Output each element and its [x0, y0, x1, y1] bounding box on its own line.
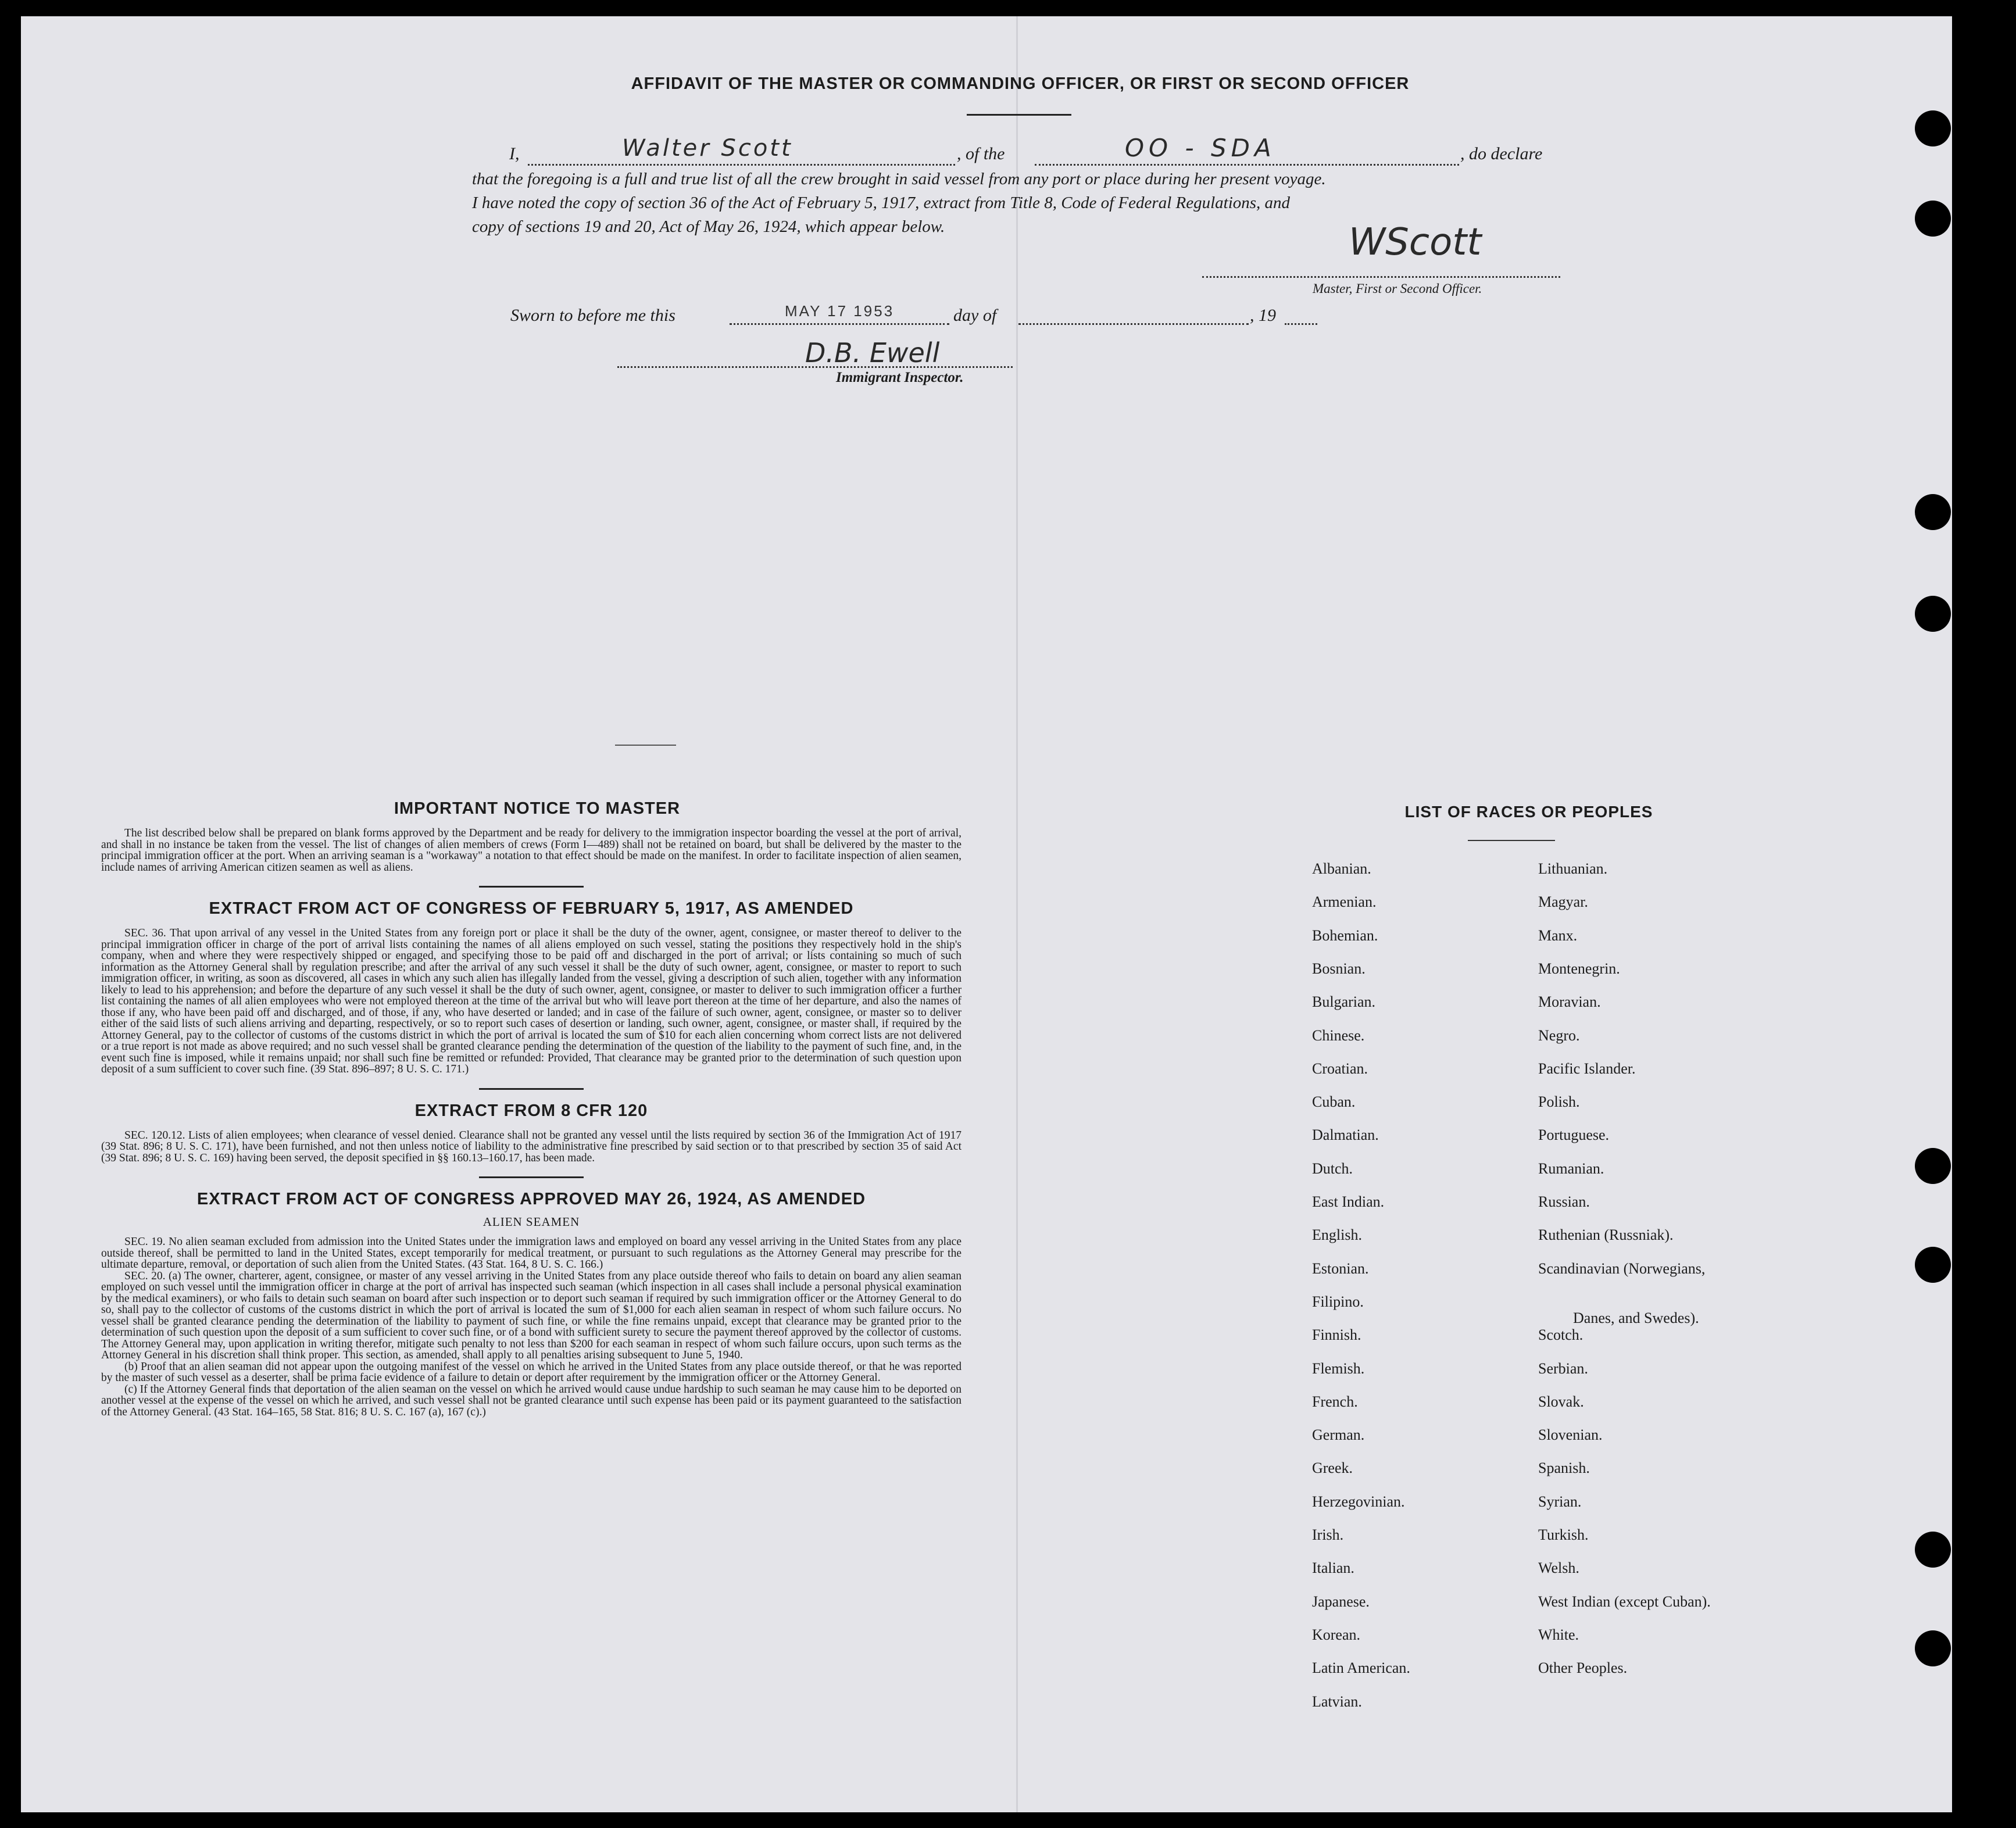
race-item: White. — [1538, 1626, 1579, 1643]
master-caption: Master, First or Second Officer. — [1313, 281, 1482, 296]
race-item: Chinese. — [1312, 1026, 1365, 1044]
race-item: Dalmatian. — [1312, 1126, 1379, 1144]
month-line — [1018, 302, 1249, 325]
divider — [1468, 840, 1555, 841]
punch-hole — [1915, 596, 1951, 632]
notice-body: The list described below shall be prepared on blank forms approved by the Department and be ready for delivery to the immigration inspector boarding the vessel at the port of arrival, and shall in no instance be taken from the vessel. The list of changes of alien members of crews (Form I—489) shall not be retained on board, but shall be delivered by the master to the principal immigration officer at the port. When an arriving seaman is a "workaway" a notation to that effect should be made on the manifest. In order to facilitate inspection of alien seamen, include names of arriving American citizen seamen as well as aliens. — [101, 827, 961, 874]
cfr-body: SEC. 120.12. Lists of alien employees; when clearance of vessel denied. Clearance shall not be granted any vessel until the lists required by section 36 of the Immigration Act of 1917 (39 Stat. 896; 8 U. S. C. 171), have been furnished, and not then unless notice of liability to the administrative fine prescribed by said section or to that prescribed by section 35 of said Act (39 Stat. 896; 8 U. S. C. 169) having been served, the deposit specified in §§ 160.13–160.17, has been made. — [101, 1129, 961, 1164]
race-item: Russian. — [1538, 1193, 1590, 1210]
master-name-handwritten: Walter Scott — [622, 135, 793, 162]
race-item: Slovenian. — [1538, 1426, 1603, 1444]
race-item: Estonian. — [1312, 1260, 1369, 1277]
race-item: Flemish. — [1312, 1360, 1365, 1377]
race-item: West Indian (except Cuban). — [1538, 1593, 1711, 1610]
punch-hole — [1915, 1532, 1951, 1568]
race-item: Scotch. — [1538, 1326, 1584, 1344]
race-item: Slovak. — [1538, 1393, 1584, 1410]
race-item: French. — [1312, 1393, 1358, 1410]
divider — [479, 1088, 584, 1090]
sec-20b-body: (b) Proof that an alien seaman did not appear upon the outgoing manifest of the vessel on which he arrived in the United States from any place outside thereof, or that he was reported by the master of such vessel as a deserter, shall be prima facie evidence of a failure to detain or deport after requirement by the immigration officer or the Attorney General. — [101, 1360, 961, 1384]
race-item: Latvian. — [1312, 1693, 1362, 1710]
punch-hole — [1915, 1630, 1951, 1666]
race-item: Croatian. — [1312, 1060, 1368, 1077]
inspector-signature: D.B. Ewell — [805, 337, 940, 369]
legal-text-column — [101, 799, 961, 1418]
divider — [967, 114, 1071, 116]
race-item: Spanish. — [1538, 1459, 1590, 1477]
race-item: Latin American. — [1312, 1659, 1410, 1677]
declaration-line-2: I have noted the copy of section 36 of the Act of February 5, 1917, extract from Title 8, Code of Federal Regulations, and — [472, 194, 1291, 212]
extract-1917-title: EXTRACT FROM ACT OF CONGRESS OF FEBRUARY 5, 1917, AS AMENDED — [209, 899, 854, 918]
sec-19-body: SEC. 19. No alien seaman excluded from admission into the United States under the immigration laws and employed on board any vessel arriving in the United States from any place outside thereof, shall be permitted to land in the United States, except temporarily for medical treatment, or pursuant to such regulations as the Attorney General may prescribe for the ultimate departure, removal, or deportation of such alien from the United States. (43 Stat. 164, 8 U. S. C. 166.) — [101, 1236, 961, 1271]
cfr-title: EXTRACT FROM 8 CFR 120 — [414, 1101, 648, 1120]
race-item: Magyar. — [1538, 893, 1588, 911]
inspector-caption: Immigrant Inspector. — [836, 370, 964, 385]
race-item: Turkish. — [1538, 1526, 1589, 1543]
race-item: Cuban. — [1312, 1093, 1356, 1111]
divider — [479, 886, 584, 888]
sec-20c-body: (c) If the Attorney General finds that deportation of the alien seaman on the vessel on which he arrived would cause undue hardship to such seaman he may cause him to be deported on another vessel at the expense of the vessel on which he arrived, and such vessel shall not be granted clearance until such expense has been paid or its payment guaranteed to the satisfaction of the Attorney General. (43 Stat. 164–165, 58 Stat. 816; 8 U. S. C. 167 (a), 167 (c).) — [101, 1383, 961, 1418]
sworn-label: Sworn to before me this — [510, 306, 675, 325]
race-item: Pacific Islander. — [1538, 1060, 1636, 1077]
race-item: East Indian. — [1312, 1193, 1385, 1210]
race-item: Moravian. — [1538, 993, 1601, 1011]
race-item: Negro. — [1538, 1026, 1580, 1044]
punch-hole — [1915, 110, 1951, 146]
day-of-label: day of — [953, 306, 997, 325]
race-item: Bulgarian. — [1312, 993, 1376, 1011]
race-item: Montenegrin. — [1538, 960, 1620, 977]
do-declare-label: , do declare — [1460, 144, 1543, 163]
races-title: LIST OF RACES OR PEOPLES — [1404, 803, 1653, 821]
race-item: Korean. — [1312, 1626, 1361, 1643]
race-item: English. — [1312, 1226, 1362, 1244]
extract-1924-subtitle: ALIEN SEAMEN — [482, 1215, 580, 1229]
race-item: Bosnian. — [1312, 960, 1366, 977]
race-item: Portuguese. — [1538, 1126, 1610, 1144]
punch-hole — [1915, 1247, 1951, 1283]
of-the-label: , of the — [957, 144, 1005, 163]
race-item: Rumanian. — [1538, 1160, 1604, 1177]
signature-line — [1202, 262, 1560, 278]
divider — [615, 745, 676, 746]
race-item: Welsh. — [1538, 1559, 1579, 1577]
race-item: German. — [1312, 1426, 1365, 1444]
race-item: Scandinavian (Norwegians, — [1538, 1260, 1706, 1277]
race-item: Italian. — [1312, 1559, 1354, 1577]
race-item: Herzegovinian. — [1312, 1493, 1405, 1510]
race-item: Filipino. — [1312, 1293, 1364, 1310]
race-item: Dutch. — [1312, 1160, 1353, 1177]
punch-hole — [1915, 201, 1951, 237]
page-fold — [1016, 16, 1018, 1812]
race-item: Bohemian. — [1312, 926, 1378, 944]
notice-title: IMPORTANT NOTICE TO MASTER — [394, 799, 681, 818]
race-item: Serbian. — [1538, 1360, 1588, 1377]
race-item: Ruthenian (Russniak). — [1538, 1226, 1674, 1244]
affidavit-title: AFFIDAVIT OF THE MASTER OR COMMANDING OFFICER, OR FIRST OR SECOND OFFICER — [631, 74, 1410, 93]
race-item: Other Peoples. — [1538, 1659, 1628, 1677]
divider — [479, 1176, 584, 1178]
race-item: Lithuanian. — [1538, 860, 1608, 877]
date-stamp: MAY 17 1953 — [785, 302, 895, 320]
race-item: Syrian. — [1538, 1493, 1582, 1510]
sec-20a-body: SEC. 20. (a) The owner, charterer, agent, consignee, or master of any vessel arriving in the United States from any place outside thereof who fails to detain on board any alien seaman employed on such vessel until the immigration officer in charge at the port of arrival has inspected such seaman (which inspection in all cases shall include a personal physical examination by the medical examiners), or who fails to detain such seaman on board after such inspection or to deport such seaman if required by such immigration officer or the Attorney General to do so, shall pay to the collector of customs of the customs district in which the port of arrival is located the sum of $1,000 for each alien seaman in respect of whom such failure occurs. No vessel shall be granted clearance pending the determination of the liability to payment of such fine, or while the fine remains unpaid, except that clearance may be granted prior to the determination of such question upon the deposit of a sum sufficient to cover such fine, or of a bond with sufficient surety to secure the payment thereof approved by the collector of customs. The Attorney General may, upon application in writing therefor, mitigate such penalty to not less than $200 for each seaman in respect of whom such failure occurs, upon such terms as the Attorney General in his discretion shall think proper. This section, as amended, shall apply to all penalties arising subsequent to June 5, 1940. — [101, 1269, 961, 1361]
extract-1917-body: SEC. 36. That upon arrival of any vessel in the United States from any foreign port or place it shall be the duty of the owner, agent, consignee, or master thereof to deliver to the principal immigration officer in charge of the port of arrival lists containing the names of all aliens employed on such vessel, stating the positions they respectively hold in the ship's company, when and where they were respectively shipped or engaged, and specifying those to be paid off and discharged in the port of arrival; or lists containing so much of such information as the Attorney General shall by regulation prescribe; and after the arrival of any such vessel it shall be the duty of such owner, agent, consignee, or master to report to such immigration officer, in writing, as soon as discovered, all cases in which any such alien has illegally landed from the vessel, giving a description of such alien, together with any information likely to lead to his apprehension; and before the departure of any such vessel it shall be the duty of such owner, agent, consignee, or master to deliver to such immigration officer a further list containing the names of all alien employees who were not employed thereon at the time of the arrival but who will leave port thereon at the time of her departure, and also the names of those if any, who have been paid off and discharged, and of those, if any, who have deserted or landed; and in case of the failure of such owner, agent, consignee, or master so to deliver either of the said lists of such aliens arriving and departing, respectively, or so to report such cases of desertion or landing, such owner, agent, consignee, or master shall, if required by the Attorney General, pay to the collector of customs of the customs district in which the port of arrival is located the sum of $10 for each alien concerning whom correct lists are not delivered or a true report is not made as above required; and no such vessel shall be granted clearance pending the determination of the question of the liability to the payment of such fine, and, in the event such fine is imposed, while it remains unpaid; nor shall such fine be remitted or refunded: Provided, That clearance may be granted prior to the determination of such question upon deposit of a sum sufficient to cover such fine. (39 Stat. 896–897; 8 U. S. C. 171.) — [101, 927, 961, 1075]
race-item: Armenian. — [1312, 893, 1377, 911]
punch-hole — [1915, 494, 1951, 530]
inspector-line — [617, 349, 1013, 368]
race-item: Finnish. — [1312, 1326, 1361, 1344]
declaration-line-1: that the foregoing is a full and true list of all the crew brought in said vessel from any port or place during her present voyage. — [472, 170, 1326, 188]
race-item: Greek. — [1312, 1459, 1353, 1477]
race-item: Albanian. — [1312, 860, 1371, 877]
vessel-handwritten: OO - SDA — [1125, 134, 1276, 162]
punch-hole — [1915, 1148, 1951, 1184]
year-label: , 19 — [1250, 306, 1276, 325]
race-item: Japanese. — [1312, 1593, 1370, 1610]
race-item: Irish. — [1312, 1526, 1344, 1543]
race-item: Polish. — [1538, 1093, 1580, 1111]
race-item: Danes, and Swedes). — [1573, 1309, 1699, 1326]
extract-1924-title: EXTRACT FROM ACT OF CONGRESS APPROVED MAY 26, 1924, AS AMENDED — [196, 1190, 866, 1208]
year-line — [1285, 302, 1317, 325]
affidavit-i-label: I, — [509, 144, 520, 163]
master-signature: WScott — [1349, 221, 1482, 264]
declaration-line-3: copy of sections 19 and 20, Act of May 26, 1924, which appear below. — [472, 217, 945, 236]
race-item: Manx. — [1538, 926, 1578, 944]
